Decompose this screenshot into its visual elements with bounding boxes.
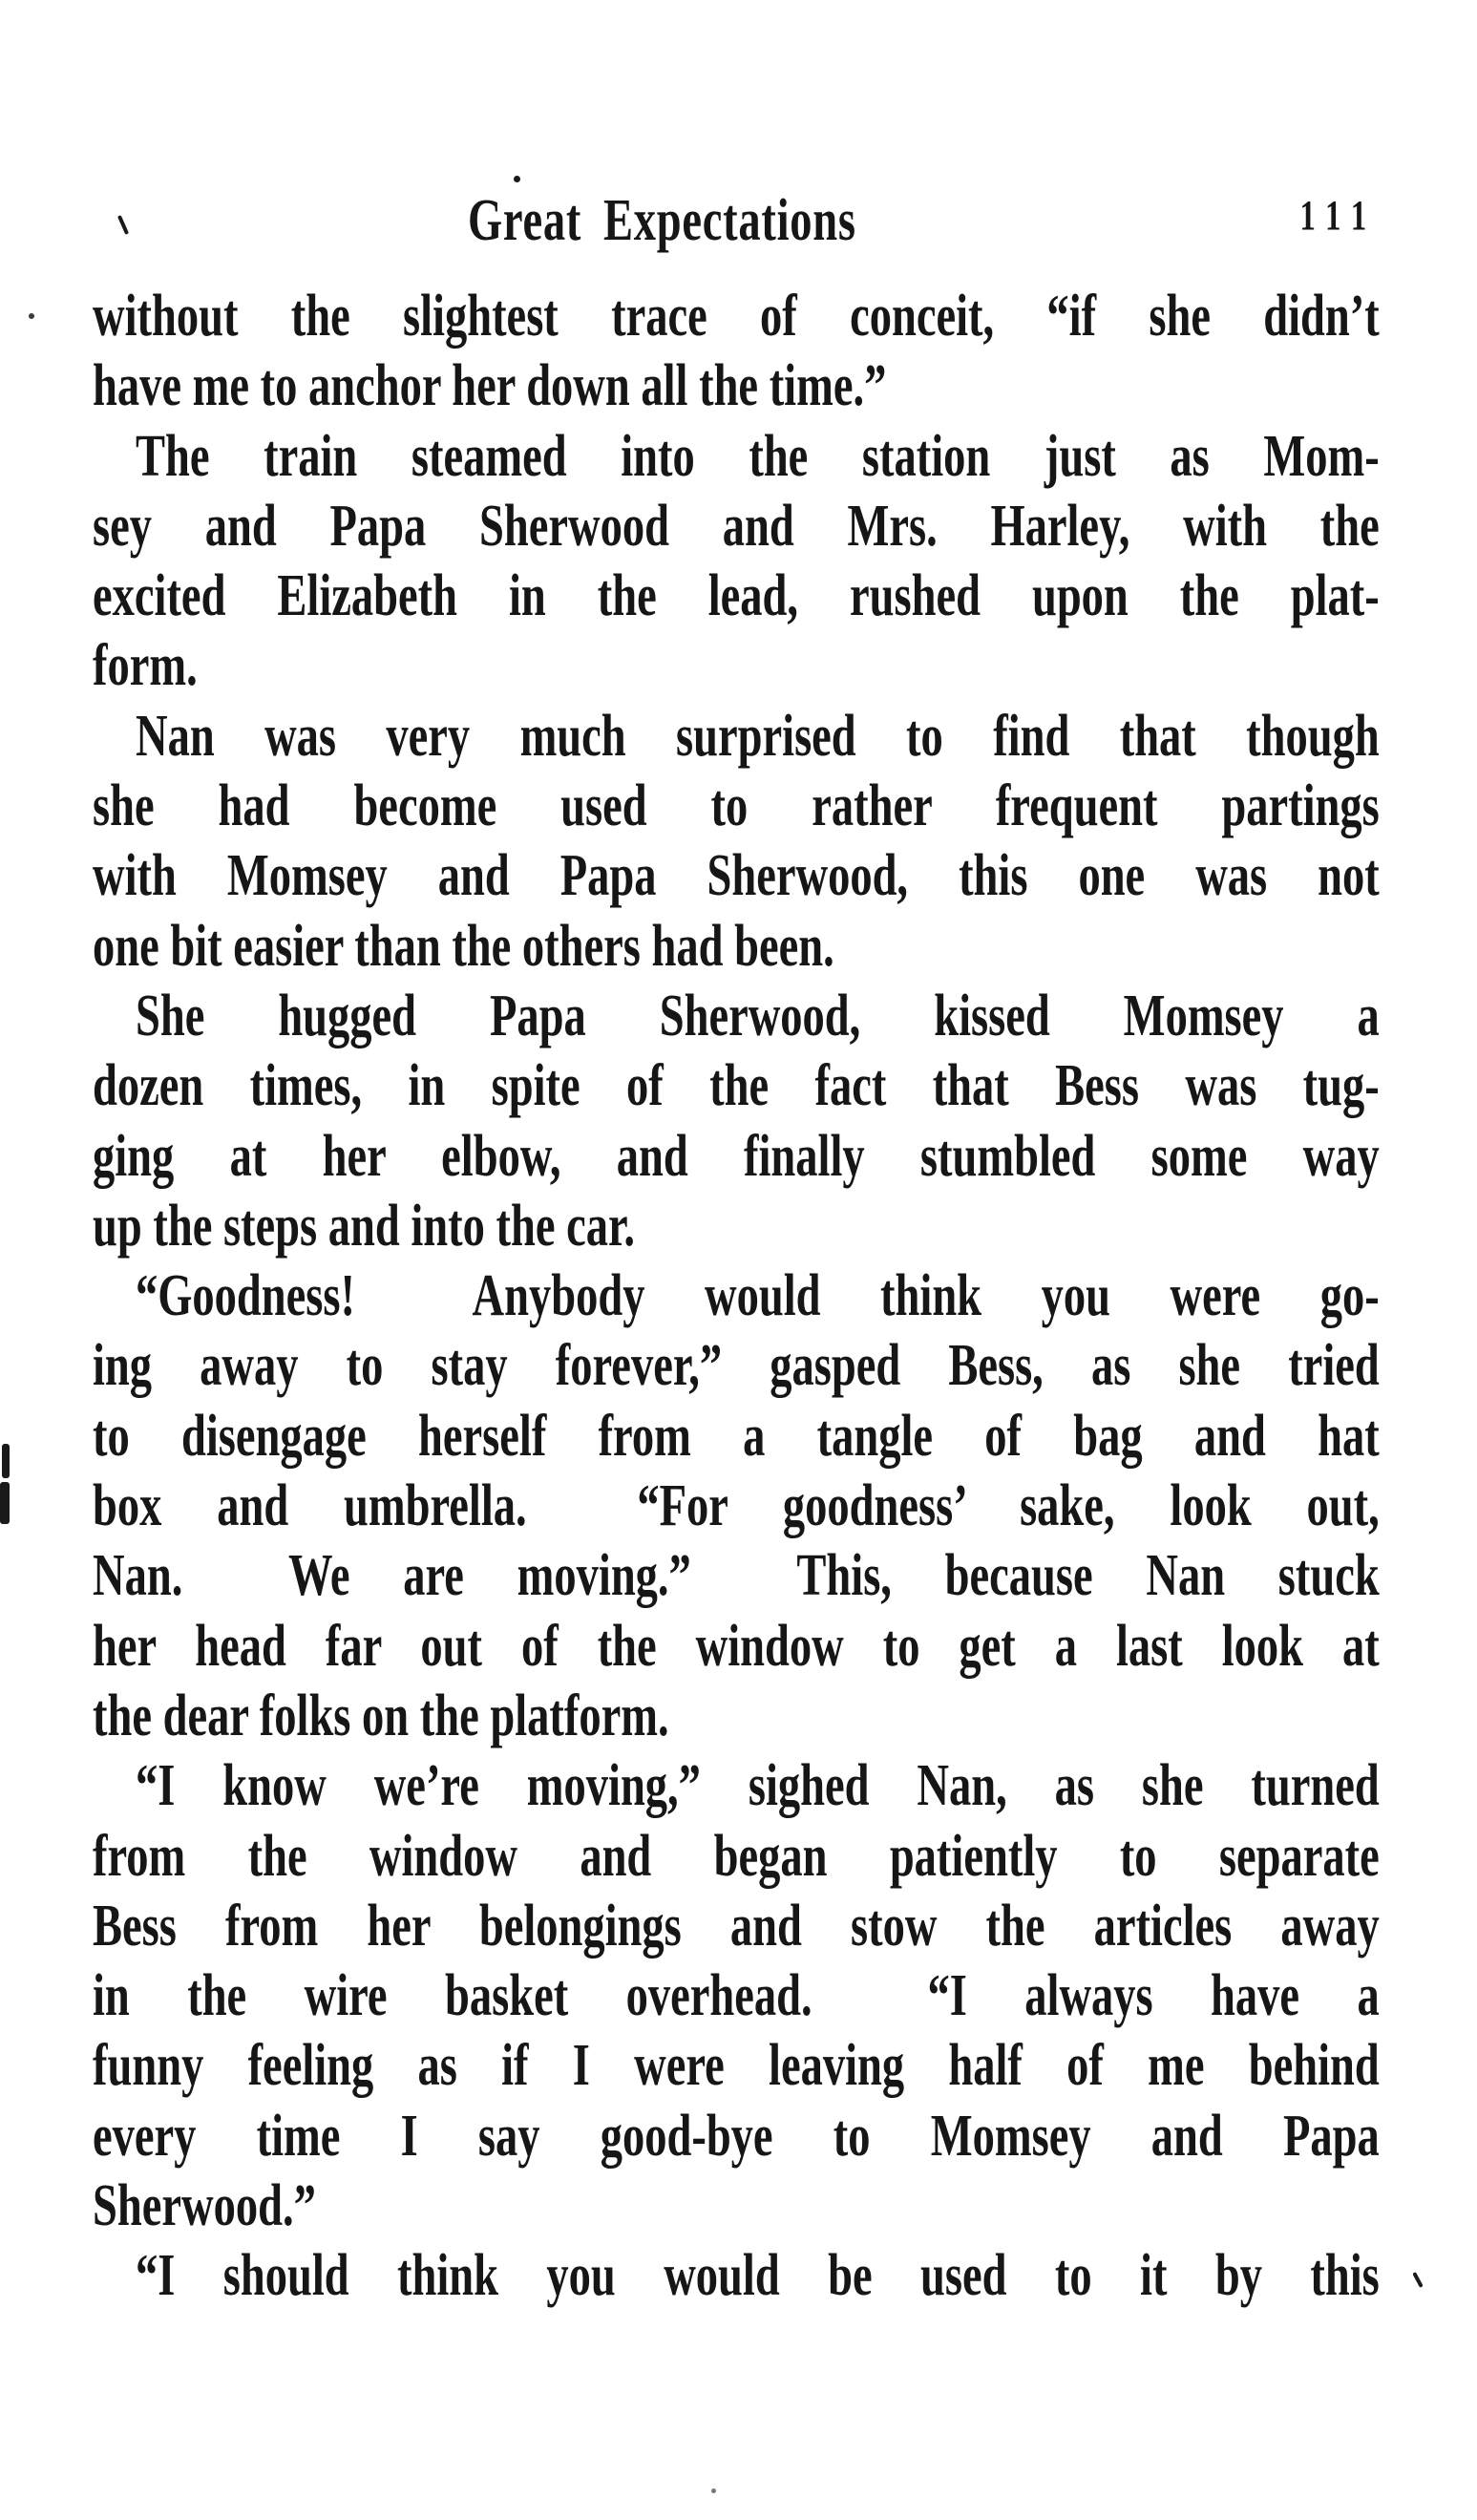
text-line: the dear folks on the platform. bbox=[93, 1683, 669, 1748]
text-line: have me to anchor her down all the time.” bbox=[93, 353, 887, 419]
scan-artifact-speck bbox=[711, 2488, 716, 2493]
text-line: “I know we’re moving,” sighed Nan, as she turned bbox=[136, 1753, 1380, 1819]
text-line: without the slightest trace of conceit, “if she didn’t bbox=[93, 284, 1380, 349]
text-line: Nan was very much surprised to find that though bbox=[136, 703, 1380, 769]
text-line: with Momsey and Papa Sherwood, this one was not bbox=[93, 843, 1380, 909]
text-line: one bit easier than the others had been. bbox=[93, 913, 834, 979]
paragraph bbox=[93, 282, 1380, 422]
text-line: “I should think you would be used to it by this bbox=[136, 2243, 1380, 2309]
text-line: funny feeling as if I were leaving half of me behind bbox=[93, 2033, 1380, 2099]
text-line: sey and Papa Sherwood and Mrs. Harley, with the bbox=[93, 493, 1380, 559]
text-line: her head far out of the window to get a last look at bbox=[93, 1613, 1380, 1679]
text-line: from the window and began patiently to separate bbox=[93, 1823, 1380, 1889]
text-line: ing away to stay forever,” gasped Bess, as she tried bbox=[93, 1333, 1380, 1399]
text-line: She hugged Papa Sherwood, kissed Momsey a bbox=[136, 983, 1380, 1048]
text-line: up the steps and into the car. bbox=[93, 1193, 635, 1259]
text-line: Bess from her belongings and stow the articles away bbox=[93, 1893, 1380, 1959]
text-line: dozen times, in spite of the fact that Bess was tug- bbox=[93, 1053, 1380, 1119]
text-line: Nan. We are moving.” This, because Nan stuck bbox=[93, 1543, 1380, 1609]
text-line: ging at her elbow, and finally stumbled some way bbox=[93, 1123, 1380, 1189]
paragraph bbox=[93, 702, 1380, 982]
scan-artifact-edge-mark bbox=[0, 1482, 10, 1524]
text-line: “Goodness! Anybody would think you were go- bbox=[136, 1263, 1380, 1329]
scan-artifact-speck bbox=[29, 313, 34, 319]
paragraph bbox=[93, 982, 1380, 1261]
paragraph bbox=[93, 2241, 1380, 2311]
text-line: she had become used to rather frequent partings bbox=[93, 773, 1380, 839]
text-line: Sherwood.” bbox=[93, 2173, 316, 2239]
text-line: excited Elizabeth in the lead, rushed upon the plat- bbox=[93, 563, 1380, 629]
text-line: The train steamed into the station just as Mom- bbox=[136, 423, 1380, 489]
running-header-title: Great Expectations bbox=[468, 188, 856, 253]
paragraph bbox=[93, 1751, 1380, 2241]
scan-artifact-tick bbox=[1412, 2272, 1424, 2288]
text-line: form. bbox=[93, 633, 198, 699]
scan-artifact-edge-mark bbox=[2, 1444, 10, 1478]
text-line: to disengage herself from a tangle of bag and hat bbox=[93, 1403, 1380, 1469]
scan-artifact-speck bbox=[514, 176, 520, 182]
paragraph bbox=[93, 1261, 1380, 1751]
page-body bbox=[93, 282, 1380, 2312]
text-line: box and umbrella. “For goodness’ sake, look out, bbox=[93, 1473, 1380, 1539]
paragraph bbox=[93, 422, 1380, 702]
page-number: 111 bbox=[1299, 192, 1379, 239]
text-line: in the wire basket overhead. “I always have a bbox=[93, 1963, 1380, 2029]
text-line: every time I say good-bye to Momsey and Papa bbox=[93, 2103, 1380, 2169]
type-column bbox=[93, 0, 1380, 2520]
